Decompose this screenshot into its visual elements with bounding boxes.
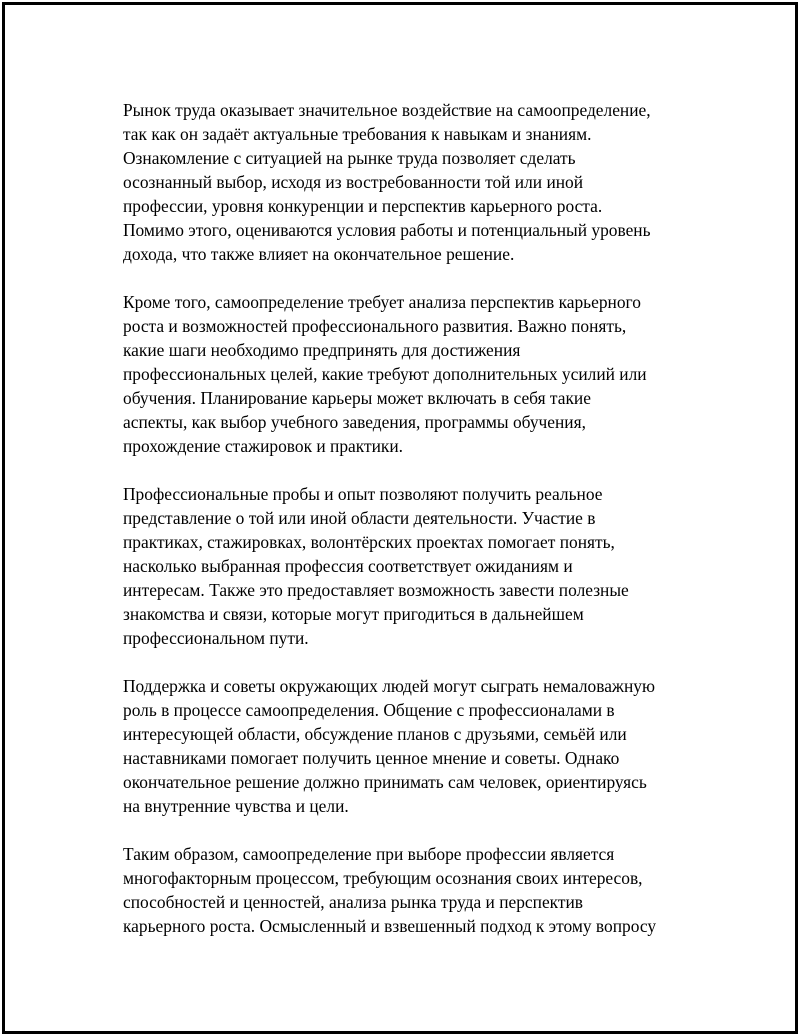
text-line: аспекты, как выбор учебного заведения, программы обучения,: [123, 412, 586, 432]
text-line: Ознакомление с ситуацией на рынке труда позволяет сделать: [123, 148, 576, 168]
text-line: карьерного роста. Осмысленный и взвешенный подход к этому вопросу: [123, 916, 657, 936]
text-line: наставниками помогает получить ценное мнение и советы. Однако: [123, 748, 620, 768]
text-line: многофакторным процессом, требующим осознания своих интересов,: [123, 868, 643, 888]
paragraph-2: [123, 290, 695, 458]
text-line: интересам. Также это предоставляет возможность завести полезные: [123, 580, 629, 600]
text-line: способностей и ценностей, анализа рынка труда и перспектив: [123, 892, 584, 912]
paragraph-4: [123, 674, 695, 818]
text-line: профессии, уровня конкуренции и перспектив карьерного роста.: [123, 196, 603, 216]
text-line: роль в процессе самоопределения. Общение с профессионалами в: [123, 700, 615, 720]
text-line: практиках, стажировках, волонтёрских проектах помогает понять,: [123, 532, 615, 552]
text-line: дохода, что также влияет на окончательное решение.: [123, 244, 515, 264]
text-line: насколько выбранная профессия соответствует ожиданиям и: [123, 556, 573, 576]
paragraph-3: [123, 482, 695, 650]
text-line: Поддержка и советы окружающих людей могут сыграть немаловажную: [123, 676, 655, 696]
text-line: интересующей области, обсуждение планов с друзьями, семьёй или: [123, 724, 627, 744]
text-line: так как он задаёт актуальные требования к навыкам и знаниям.: [123, 124, 592, 144]
text-line: Помимо этого, оцениваются условия работы и потенциальный уровень: [123, 220, 651, 240]
text-line: какие шаги необходимо предпринять для достижения: [123, 340, 521, 360]
text-line: прохождение стажировок и практики.: [123, 436, 403, 456]
text-line: представление о той или иной области деятельности. Участие в: [123, 508, 596, 528]
text-line: Профессиональные пробы и опыт позволяют получить реальное: [123, 484, 603, 504]
text-line: Рынок труда оказывает значительное воздействие на самоопределение,: [123, 100, 651, 120]
paragraph-5: [123, 842, 695, 938]
text-line: осознанный выбор, исходя из востребованности той или иной: [123, 172, 584, 192]
text-line: окончательное решение должно принимать сам человек, ориентируясь: [123, 772, 647, 792]
text-line: роста и возможностей профессионального развития. Важно понять,: [123, 316, 627, 336]
text-line: обучения. Планирование карьеры может включать в себя такие: [123, 388, 591, 408]
text-line: профессиональном пути.: [123, 628, 309, 648]
document-body: [123, 98, 695, 962]
paragraph-1: [123, 98, 695, 266]
text-line: на внутренние чувства и цели.: [123, 796, 349, 816]
text-line: знакомства и связи, которые могут пригодиться в дальнейшем: [123, 604, 584, 624]
text-line: профессиональных целей, какие требуют дополнительных усилий или: [123, 364, 647, 384]
page-frame: [2, 2, 798, 1034]
text-line: Кроме того, самоопределение требует анализа перспектив карьерного: [123, 292, 641, 312]
text-line: Таким образом, самоопределение при выборе профессии является: [123, 844, 615, 864]
